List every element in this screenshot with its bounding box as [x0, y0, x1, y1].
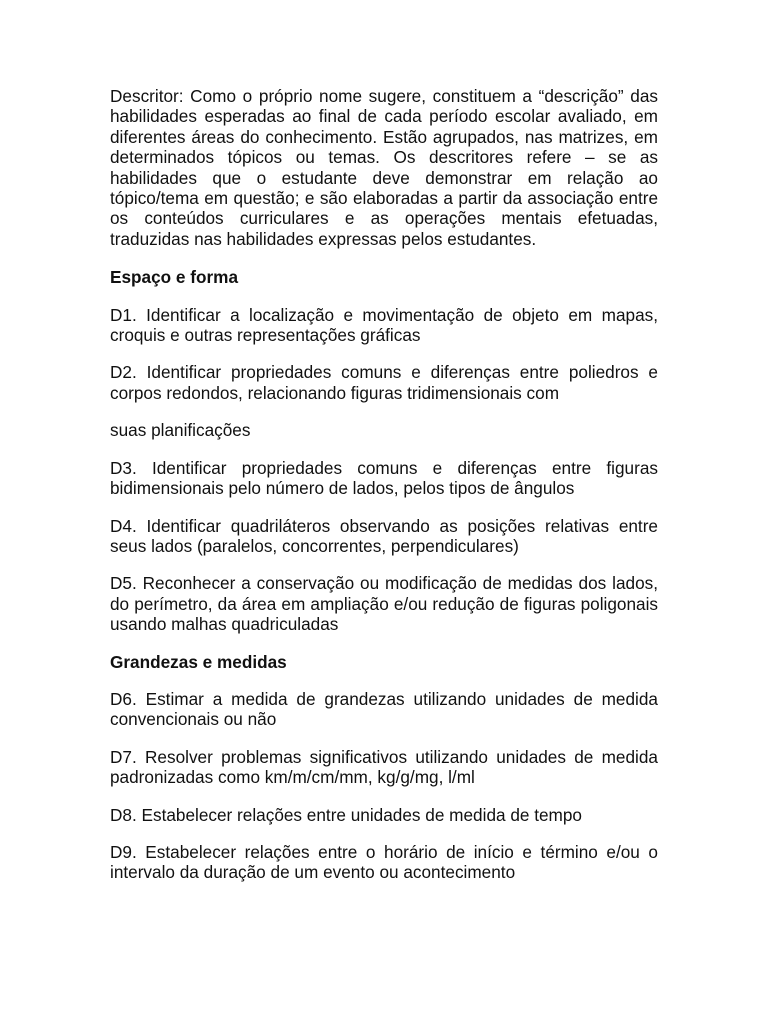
descriptor-d2-continuation: suas planificações: [110, 420, 251, 441]
descriptor-d4: D4. Identificar quadriláteros observando as posições relativas entre seus lados (paralelos, concorrentes, perpendiculares): [110, 515, 658, 556]
descriptor-d7: D7. Resolver problemas significativos utilizando unidades de medida padronizadas como km/m/cm/mm, kg/g/mg, l/ml: [110, 746, 658, 788]
descriptor-d9: D9. Estabelecer relações entre o horário de início e término e/ou o intervalo da duração de um evento ou acontecimento: [110, 841, 658, 883]
descriptor-d6: D6. Estimar a medida de grandezas utilizando unidades de medida convencionais ou não: [110, 688, 658, 730]
document-page: [110, 86, 658, 883]
section-heading-grandezas-medidas: Grandezas e medidas: [110, 651, 287, 672]
descriptor-d2: D2. Identificar propriedades comuns e diferenças entre poliedros e corpos redondos, relacionando figuras tridimensionais com: [110, 362, 658, 403]
intro-paragraph: Descritor: Como o próprio nome sugere, constituem a “descrição” das habilidades esperadas ao final de cada período escolar avaliado, em diferentes áreas do conhecimento. Estão agrupados, nas matrizes, em determinados tópicos ou temas. Os descritores refere – se as habilidades que o estudante deve demonstrar em relação ao tópico/tema em questão; e são elaboradas a partir da associação entre os conteúdos curriculares e as operações mentais efetuadas, traduzidas nas habilidades expressas pelos estudantes.: [110, 86, 658, 249]
descriptor-d8: D8. Estabelecer relações entre unidades de medida de tempo: [110, 804, 582, 825]
descriptor-d1: D1. Identificar a localização e movimentação de objeto em mapas, croquis e outras representações gráficas: [110, 304, 658, 346]
section-heading-espaco-forma: Espaço e forma: [110, 267, 238, 288]
descriptor-d3: D3. Identificar propriedades comuns e diferenças entre figuras bidimensionais pelo número de lados, pelos tipos de ângulos: [110, 457, 658, 499]
descriptor-d5: D5. Reconhecer a conservação ou modificação de medidas dos lados, do perímetro, da área em ampliação e/ou redução de figuras poligonais usando malhas quadriculadas: [110, 573, 658, 635]
